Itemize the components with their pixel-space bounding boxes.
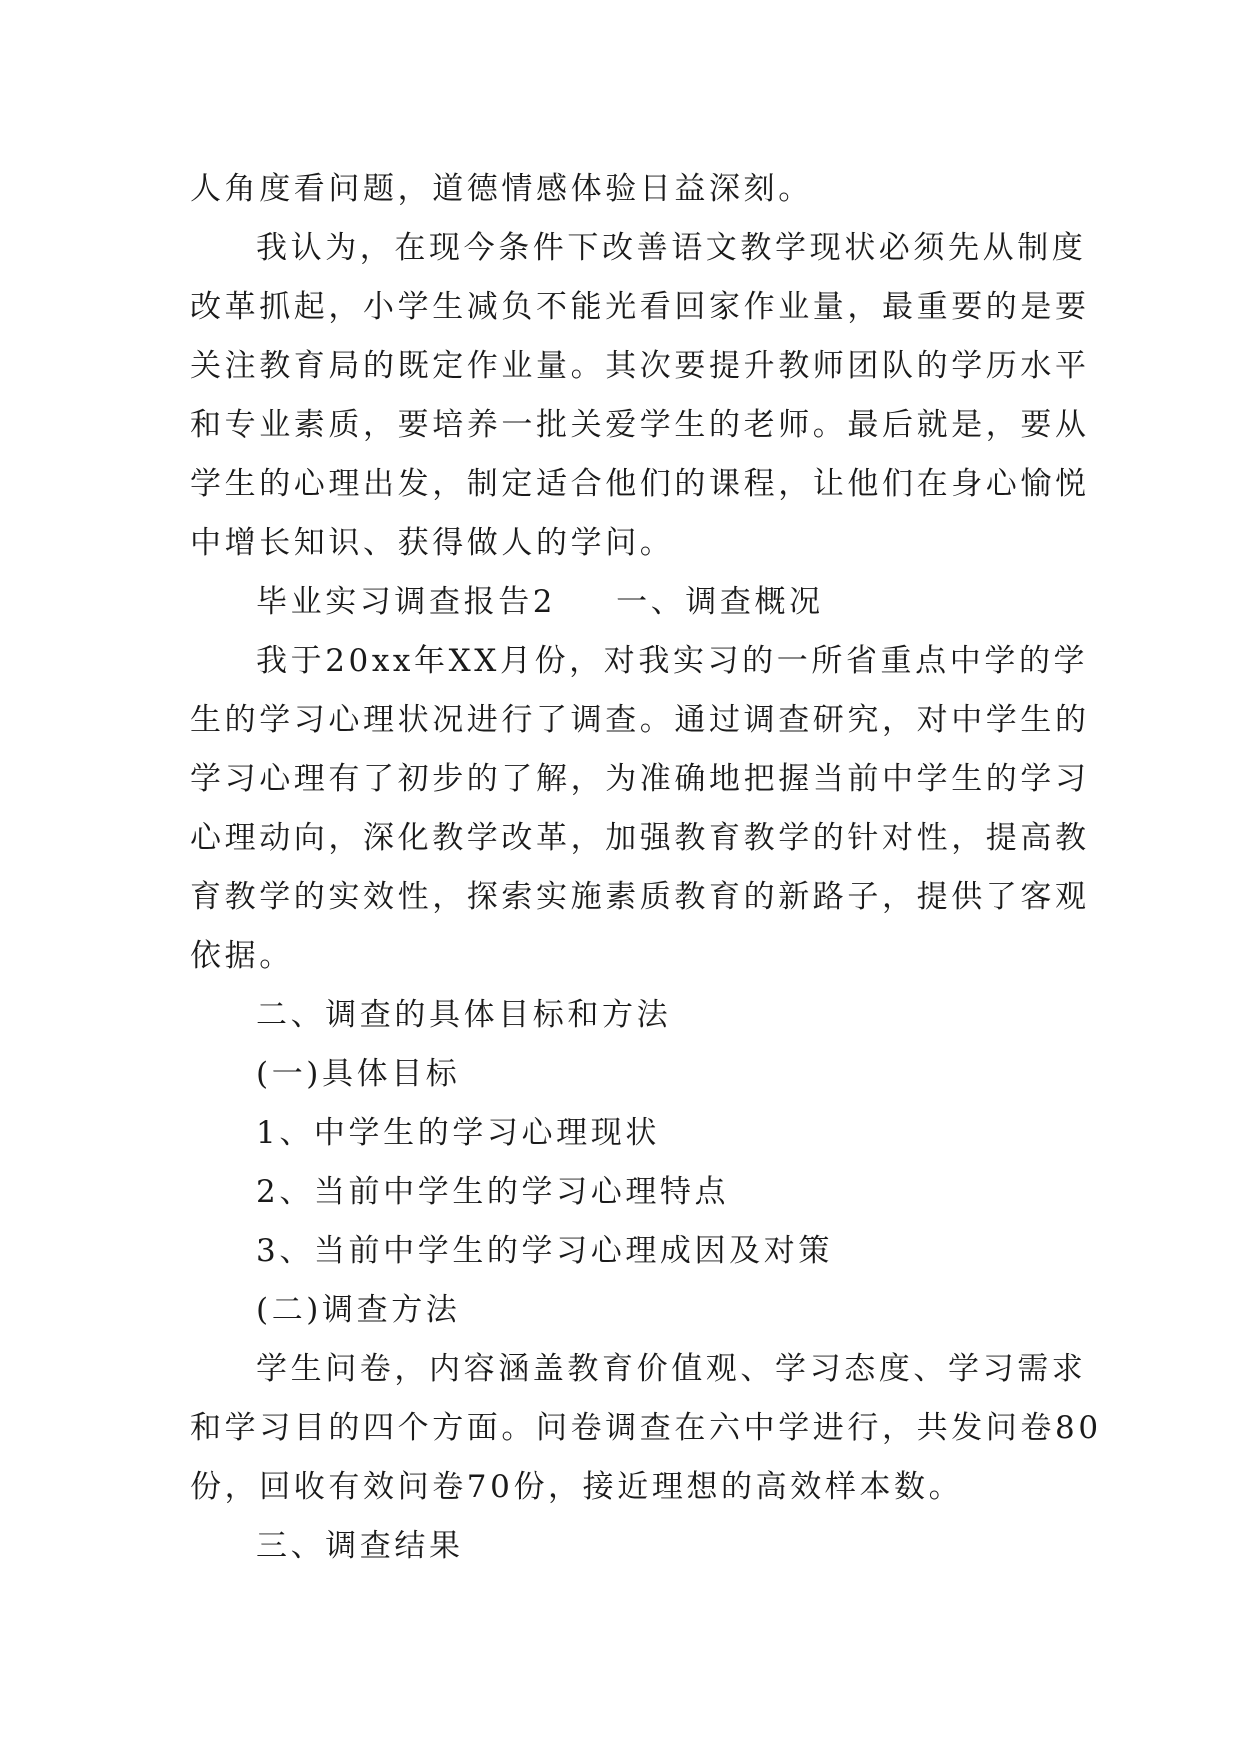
paragraph-line: 育教学的实效性，探索实施素质教育的新路子，提供了客观 bbox=[190, 879, 1090, 915]
list-item: 2、当前中学生的学习心理特点 bbox=[256, 1174, 730, 1210]
paragraph-line: 关注教育局的既定作业量。其次要提升教师团队的学历水平 bbox=[190, 348, 1090, 384]
paragraph-line: 中增长知识、获得做人的学问。 bbox=[190, 525, 675, 561]
paragraph-line: 人角度看问题，道德情感体验日益深刻。 bbox=[190, 171, 813, 207]
paragraph-line: 心理动向，深化教学改革，加强教育教学的针对性，提高教 bbox=[190, 820, 1090, 856]
report-title: 毕业实习调查报告2 bbox=[256, 584, 557, 620]
paragraph-line: 我认为，在现今条件下改善语文教学现状必须先从制度 bbox=[256, 230, 1087, 266]
subsection-heading: (一)具体目标 bbox=[256, 1056, 461, 1092]
paragraph-line: 学生问卷，内容涵盖教育价值观、学习态度、学习需求 bbox=[256, 1351, 1087, 1387]
paragraph-line: 学习心理有了初步的了解，为准确地把握当前中学生的学习 bbox=[190, 761, 1090, 797]
paragraph-line: 份，回收有效问卷70份，接近理想的高效样本数。 bbox=[190, 1469, 964, 1505]
subsection-heading: (二)调查方法 bbox=[256, 1292, 461, 1328]
document-body bbox=[190, 160, 1102, 1576]
section-heading: 二、调查的具体目标和方法 bbox=[256, 997, 672, 1033]
section-heading: 三、调查结果 bbox=[256, 1528, 464, 1564]
paragraph-line: 改革抓起，小学生减负不能光看回家作业量，最重要的是要 bbox=[190, 289, 1090, 325]
section-heading: 一、调查概况 bbox=[616, 584, 824, 620]
paragraph-line: 生的学习心理状况进行了调查。通过调查研究，对中学生的 bbox=[190, 702, 1090, 738]
paragraph-line: 学生的心理出发，制定适合他们的课程，让他们在身心愉悦 bbox=[190, 466, 1090, 502]
section-heading-line bbox=[190, 573, 1050, 632]
paragraph-line: 依据。 bbox=[190, 938, 294, 974]
paragraph-line: 和专业素质，要培养一批关爱学生的老师。最后就是，要从 bbox=[190, 407, 1090, 443]
paragraph-line: 和学习目的四个方面。问卷调查在六中学进行，共发问卷80 bbox=[190, 1410, 1102, 1446]
list-item: 1、中学生的学习心理现状 bbox=[256, 1115, 660, 1151]
paragraph-line: 我于20xx年XX月份，对我实习的一所省重点中学的学 bbox=[256, 643, 1089, 679]
list-item: 3、当前中学生的学习心理成因及对策 bbox=[256, 1233, 833, 1269]
